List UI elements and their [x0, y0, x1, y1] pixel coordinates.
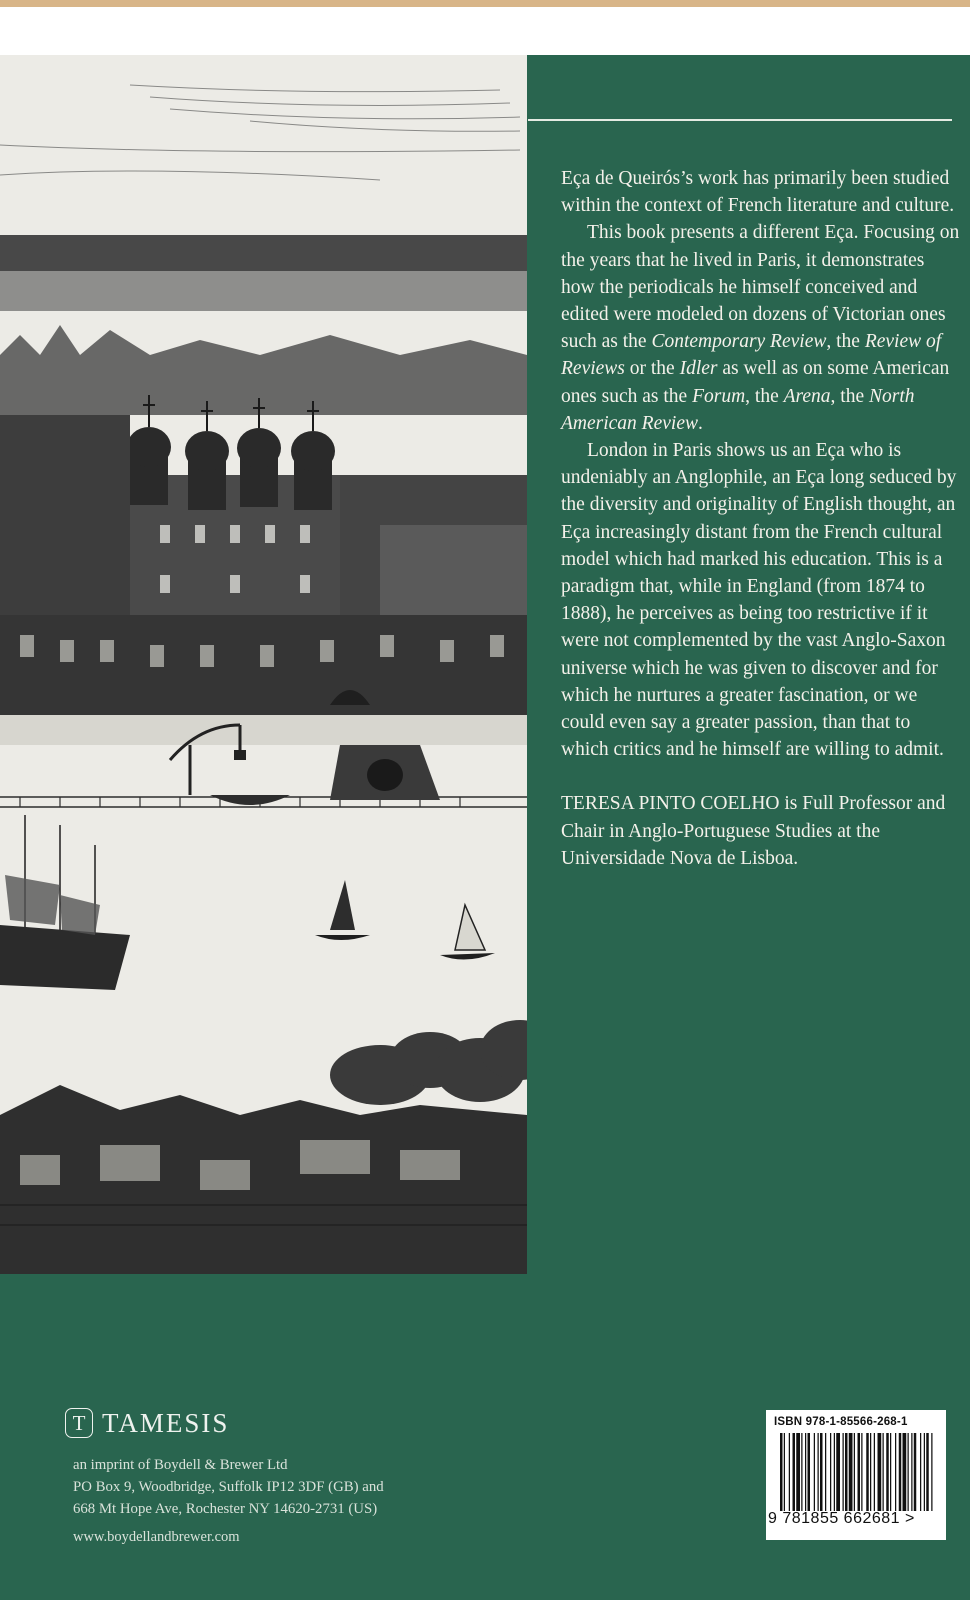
barcode-bar [874, 1433, 875, 1511]
barcode-bar [808, 1433, 811, 1511]
barcode-bar [861, 1433, 862, 1511]
barcode-bar [931, 1433, 932, 1511]
barcode-bar [890, 1433, 891, 1511]
publisher-imprint-line: an imprint of Boydell & Brewer Ltd [73, 1457, 288, 1473]
tamesis-logo-icon: T [65, 1408, 93, 1438]
barcode-bar [911, 1433, 912, 1511]
barcode-bar [825, 1433, 826, 1511]
barcode-bar [883, 1433, 884, 1511]
isbn-barcode [766, 1410, 946, 1540]
barcode-bar [903, 1433, 907, 1511]
blurb-p2-text-6: , the [830, 385, 869, 407]
blurb-paragraph-2 [561, 219, 961, 437]
barcode-bar [801, 1433, 802, 1511]
barcode-bar [908, 1433, 909, 1511]
barcode-bar [784, 1433, 785, 1511]
title-review-of-reviews: Review of Reviews [561, 331, 942, 380]
back-cover-blurb [561, 165, 961, 872]
barcode-bar [830, 1433, 831, 1511]
blurb-p2-text-7: . [698, 412, 703, 434]
barcode-bar [814, 1433, 815, 1511]
barcode-bar [899, 1433, 902, 1511]
title-contemporary-review: Contemporary Review [651, 331, 827, 353]
barcode-bar [926, 1433, 929, 1511]
publisher-name: TAMESIS [102, 1407, 230, 1438]
blurb-p2-text-2: , the [826, 331, 865, 353]
barcode-bar [914, 1433, 917, 1511]
barcode-bar [870, 1433, 871, 1511]
publisher-website: www.boydellandbrewer.com [73, 1529, 240, 1545]
barcode-bar [849, 1433, 853, 1511]
header-rule [528, 119, 952, 121]
author-bio: TERESA PINTO COELHO is Full Professor and Chair in Anglo-Portuguese Studies at the Universidade Nova de Lisboa. [561, 793, 946, 869]
title-arena: Arena [783, 385, 831, 407]
publisher-brand [65, 1405, 525, 1441]
blurb-p2-text-3: or the [624, 358, 680, 380]
barcode-bar [858, 1433, 861, 1511]
publisher-address [73, 1454, 525, 1520]
barcode-bar [843, 1433, 844, 1511]
barcode-bar [866, 1433, 869, 1511]
barcode-bar [780, 1433, 783, 1511]
barcode-bar [878, 1433, 882, 1511]
barcode-bar [796, 1433, 800, 1511]
barcode-bar [834, 1433, 835, 1511]
barcode-bars [780, 1433, 934, 1511]
barcode-bar [845, 1433, 848, 1511]
title-forum: Forum [692, 385, 746, 407]
barcode-bar [854, 1433, 855, 1511]
barcode-bar [920, 1433, 921, 1511]
blurb-p2-text-5: , the [745, 385, 784, 407]
barcode-bar [805, 1433, 806, 1511]
title-idler: Idler [679, 358, 718, 380]
barcode-bar [793, 1433, 796, 1511]
barcode-bar [836, 1433, 840, 1511]
barcode-bar [895, 1433, 896, 1511]
barcode-bar [789, 1433, 790, 1511]
blurb-p2-text-4: as well as on some American ones such as the [561, 358, 950, 407]
blurb-p2-text-1: This book presents a different Eça. Focusing on the years that he lived in Paris, it demonstrates how the periodicals he himself conceived and edited were modeled on dozens of Victorian ones such as the [561, 222, 960, 353]
back-cover [0, 55, 970, 1600]
engraving-london-view-image [0, 55, 527, 1274]
blurb-paragraph-3: London in Paris shows us an Eça who is undeniably an Anglophile, an Eça long seduced by the diversity and originality of English thought, an Eça increasingly distant from the French cultural model which had marked his education. This is a paradigm that, while in England (from 1874 to 1888), he perceives as being too restrictive if it were not complemented by the vast Anglo-Saxon universe which he was given to discover and for which he nurtures a greater fascination, or we could even say a greater passion, than that to which critics and he himself are willing to admit. [561, 440, 957, 761]
isbn-label: ISBN 978-1-85566-268-1 [774, 1416, 908, 1428]
publisher-address-us: 668 Mt Hope Ave, Rochester NY 14620-2731 (US) [73, 1501, 378, 1517]
top-accent-strip [0, 0, 970, 7]
title-north-american-review: North American Review [561, 385, 915, 434]
barcode-bar [886, 1433, 889, 1511]
barcode-bar [818, 1433, 819, 1511]
blurb-paragraph-1: Eça de Queirós’s work has primarily been studied within the context of French literature and culture. [561, 168, 955, 217]
publisher-block [65, 1405, 525, 1546]
barcode-bar [820, 1433, 823, 1511]
engraving-illustration [0, 55, 527, 1274]
barcode-bar [924, 1433, 925, 1511]
publisher-address-uk: PO Box 9, Woodbridge, Suffolk IP12 3DF (GB) and [73, 1479, 384, 1495]
ean-digits: 9 781855 662681 > [768, 1510, 915, 1527]
